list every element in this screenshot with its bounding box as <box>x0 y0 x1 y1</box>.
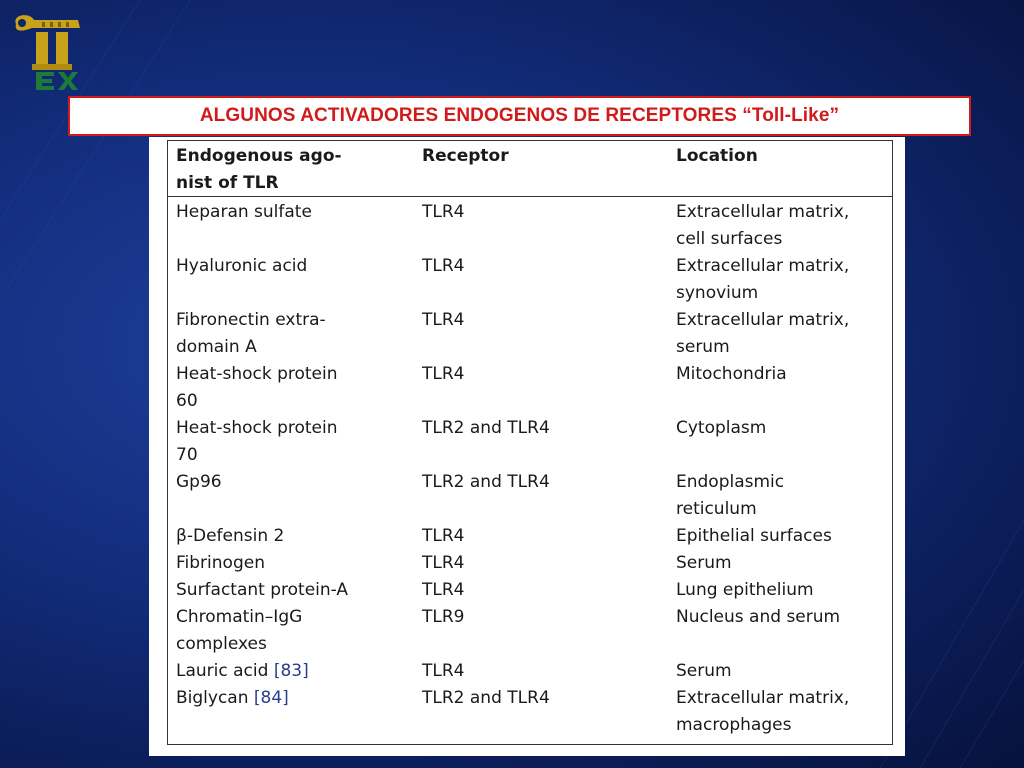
cell-receptor: TLR4 <box>422 202 465 222</box>
cell-agonist <box>176 523 422 550</box>
location-line: Extracellular matrix, <box>676 202 850 222</box>
location-line: macrophages <box>676 715 792 735</box>
cell-location <box>676 469 902 523</box>
agonist-text: Heat-shock protein <box>176 418 338 438</box>
agonist-text: Heparan sulfate <box>176 202 312 222</box>
agonist-line <box>176 307 422 334</box>
agonist-line <box>176 631 422 658</box>
cell-location <box>676 361 902 415</box>
agonist-line <box>176 577 422 604</box>
cell-agonist <box>176 658 422 685</box>
reference-link[interactable]: [83] <box>273 661 309 681</box>
agonist-line <box>176 604 422 631</box>
location-line: Cytoplasm <box>676 418 767 438</box>
cell-receptor: TLR2 and TLR4 <box>422 418 550 438</box>
agonist-text: Surfactant protein-A <box>176 580 349 600</box>
cell-agonist <box>176 604 422 658</box>
cell-receptor: TLR2 and TLR4 <box>422 688 550 708</box>
location-line: synovium <box>676 283 759 303</box>
cell-location <box>676 604 902 658</box>
agonist-line <box>176 442 422 469</box>
table-row <box>176 469 902 523</box>
table-row <box>176 523 902 550</box>
agonist-line <box>176 334 422 361</box>
agonist-text: β-Defensin 2 <box>176 526 285 546</box>
reference-link[interactable]: [84] <box>253 688 289 708</box>
location-line: Mitochondria <box>676 364 787 384</box>
agonist-text: Biglycan <box>176 688 249 708</box>
cell-receptor: TLR4 <box>422 526 465 546</box>
cell-location <box>676 523 902 550</box>
tlr-agonist-table <box>176 143 902 739</box>
agonist-line <box>176 685 422 712</box>
agonist-text: Fibrinogen <box>176 553 265 573</box>
agonist-text: domain A <box>176 337 257 357</box>
agonist-text: 60 <box>176 391 198 411</box>
cell-location <box>676 685 902 739</box>
title-banner <box>68 96 971 136</box>
cell-receptor: TLR4 <box>422 661 465 681</box>
table-row <box>176 577 902 604</box>
location-line: Serum <box>676 553 732 573</box>
location-line: Lung epithelium <box>676 580 814 600</box>
cell-agonist <box>176 361 422 415</box>
header-agonist <box>176 143 422 199</box>
location-line: Endoplasmic <box>676 472 785 492</box>
cell-location <box>676 577 902 604</box>
table-row <box>176 361 902 415</box>
agonist-line <box>176 523 422 550</box>
cell-agonist <box>176 685 422 739</box>
cell-location <box>676 253 902 307</box>
location-line: Extracellular matrix, <box>676 688 850 708</box>
location-line: Nucleus and serum <box>676 607 841 627</box>
cell-location <box>676 550 902 577</box>
header-agonist-line: Endogenous ago- <box>176 146 342 166</box>
agonist-text: Chromatin–IgG <box>176 607 303 627</box>
cell-agonist <box>176 307 422 361</box>
university-logo-icon <box>8 10 86 92</box>
agonist-line <box>176 253 422 280</box>
table-header-row <box>176 143 902 199</box>
table-row <box>176 685 902 739</box>
location-line: Extracellular matrix, <box>676 256 850 276</box>
cell-agonist <box>176 550 422 577</box>
table-row <box>176 307 902 361</box>
cell-agonist <box>176 577 422 604</box>
cell-receptor: TLR9 <box>422 607 465 627</box>
page-title: ALGUNOS ACTIVADORES ENDOGENOS DE RECEPTORES “Toll-Like” <box>199 105 840 126</box>
table-row <box>176 658 902 685</box>
agonist-text: Lauric acid <box>176 661 269 681</box>
agonist-line <box>176 415 422 442</box>
agonist-line <box>176 361 422 388</box>
table-body <box>176 199 902 739</box>
cell-agonist <box>176 469 422 523</box>
agonist-line <box>176 658 422 685</box>
cell-receptor: TLR4 <box>422 580 465 600</box>
table-row <box>176 550 902 577</box>
cell-location <box>676 307 902 361</box>
cell-agonist <box>176 253 422 307</box>
cell-location <box>676 199 902 253</box>
table-row <box>176 604 902 658</box>
cell-receptor: TLR4 <box>422 553 465 573</box>
agonist-text: Hyaluronic acid <box>176 256 308 276</box>
header-agonist-line: nist of TLR <box>176 173 279 193</box>
agonist-text: complexes <box>176 634 267 654</box>
agonist-line <box>176 199 422 226</box>
header-receptor: Receptor <box>422 146 509 166</box>
location-line: cell surfaces <box>676 229 783 249</box>
cell-receptor: TLR2 and TLR4 <box>422 472 550 492</box>
agonist-text: Heat-shock protein <box>176 364 338 384</box>
location-line: reticulum <box>676 499 757 519</box>
cell-agonist <box>176 199 422 253</box>
header-location: Location <box>676 146 758 166</box>
agonist-line <box>176 388 422 415</box>
agonist-text: Gp96 <box>176 472 222 492</box>
cell-receptor: TLR4 <box>422 364 465 384</box>
cell-location <box>676 415 902 469</box>
agonist-line <box>176 550 422 577</box>
location-line: serum <box>676 337 730 357</box>
cell-receptor: TLR4 <box>422 256 465 276</box>
agonist-line <box>176 469 422 496</box>
cell-receptor: TLR4 <box>422 310 465 330</box>
table-row <box>176 199 902 253</box>
table-row <box>176 415 902 469</box>
cell-location <box>676 658 902 685</box>
agonist-text: 70 <box>176 445 198 465</box>
agonist-text: Fibronectin extra- <box>176 310 326 330</box>
table-row <box>176 253 902 307</box>
document-image <box>149 137 905 756</box>
location-line: Extracellular matrix, <box>676 310 850 330</box>
location-line: Epithelial surfaces <box>676 526 832 546</box>
location-line: Serum <box>676 661 732 681</box>
cell-agonist <box>176 415 422 469</box>
